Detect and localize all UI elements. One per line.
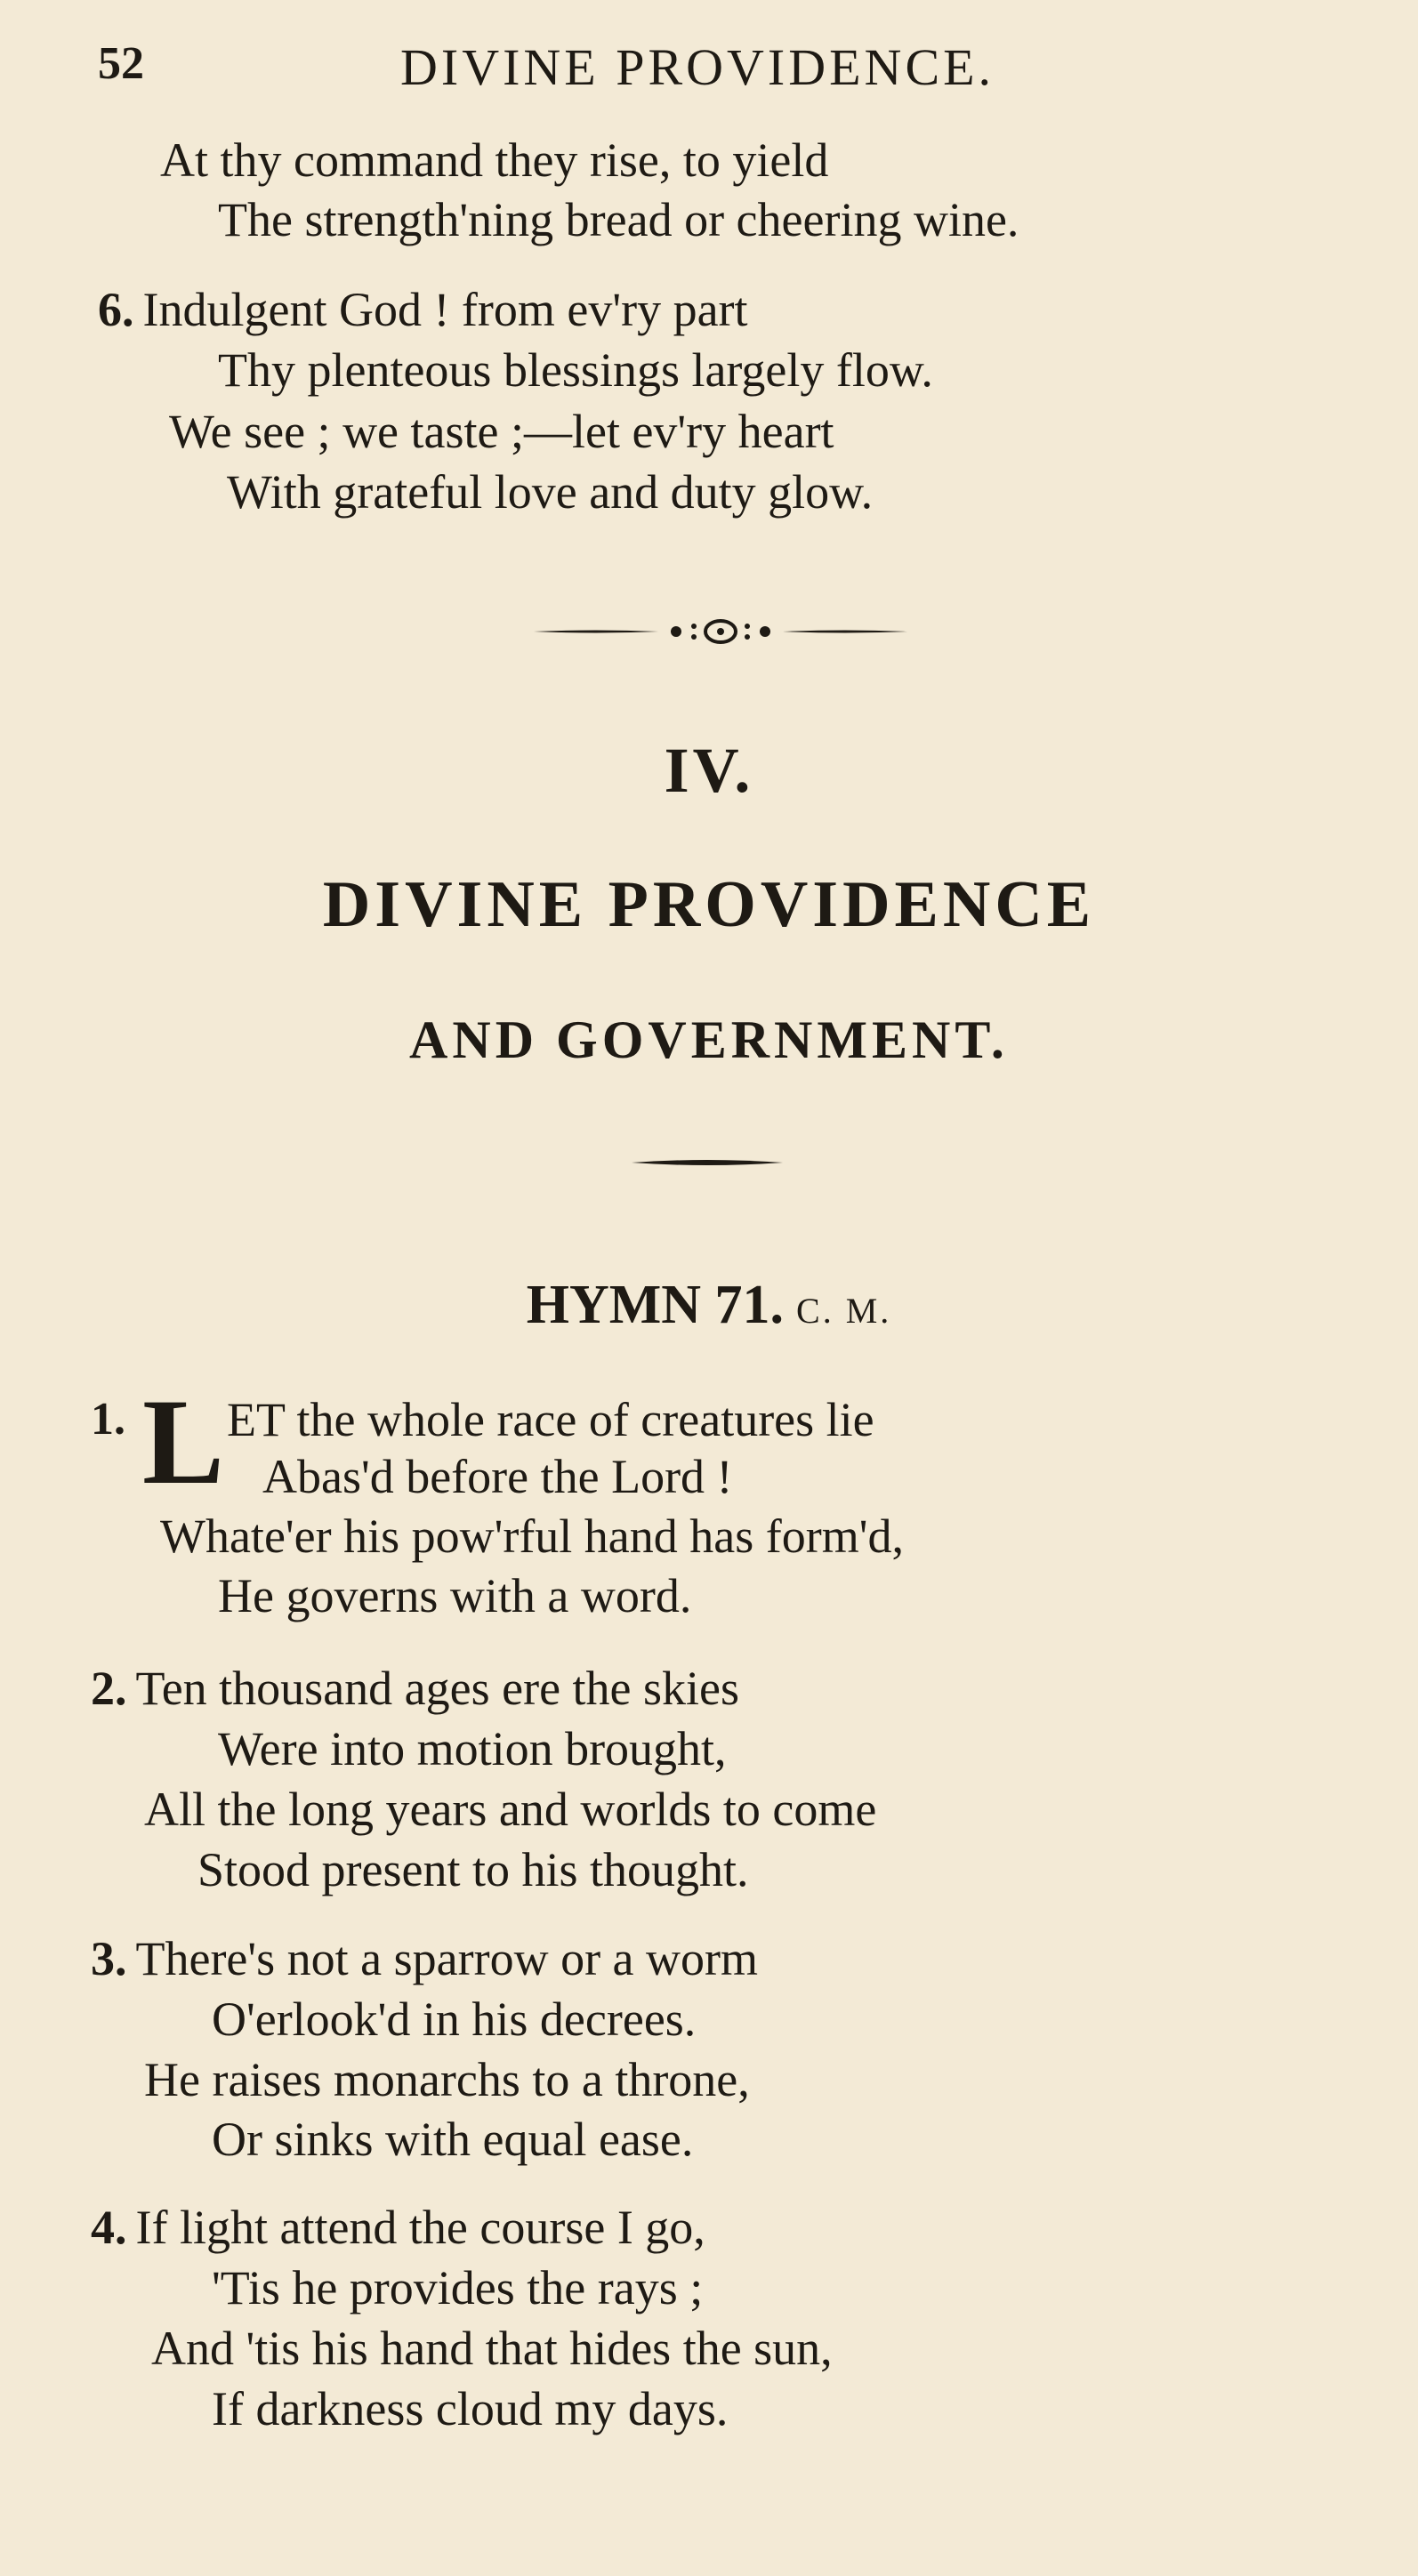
ornamental-divider xyxy=(534,616,907,648)
hymn-text: There's not a sparrow or a worm xyxy=(135,1932,758,1985)
verse-line: With grateful love and duty glow. xyxy=(227,465,874,519)
stanza-number: 4. xyxy=(91,2201,127,2254)
hymn-line: Stood present to his thought. xyxy=(197,1843,749,1896)
page-number: 52 xyxy=(98,38,144,89)
hymn-line: He governs with a word. xyxy=(218,1569,692,1622)
verse-number: 6. xyxy=(98,283,134,336)
hymn-line: O'erlook'd in his decrees. xyxy=(212,1992,697,2046)
drop-cap: L xyxy=(142,1373,225,1509)
verse-line: Thy plenteous blessings largely flow. xyxy=(218,343,933,397)
hymn-line xyxy=(91,1932,758,1985)
section-title: DIVINE PROVIDENCE xyxy=(322,868,1096,941)
hymn-line: Or sinks with equal ease. xyxy=(212,2113,694,2166)
hymn-line xyxy=(91,2201,705,2254)
hymn-title: HYMN 71. xyxy=(526,1275,785,1335)
hymn-text: If light attend the course I go, xyxy=(135,2201,705,2254)
continued-line: The strength'ning bread or cheering wine. xyxy=(218,193,1019,246)
short-rule xyxy=(632,1156,783,1169)
hymn-text: Ten thousand ages ere the skies xyxy=(135,1662,740,1715)
hymn-line xyxy=(91,1662,739,1715)
hymn-line: 'Tis he provides the rays ; xyxy=(212,2261,704,2314)
hymn-line: All the long years and worlds to come xyxy=(144,1783,877,1836)
section-numeral: IV. xyxy=(664,735,754,806)
hymn-heading xyxy=(0,1274,1418,1337)
verse-line: We see ; we taste ;—let ev'ry heart xyxy=(169,405,834,458)
stanza-number: 2. xyxy=(91,1662,127,1715)
continued-line: At thy command they rise, to yield xyxy=(160,133,829,187)
verse-line xyxy=(98,283,748,336)
hymn-line: Whate'er his pow'rful hand has form'd, xyxy=(160,1509,904,1563)
hymn-line: If darkness cloud my days. xyxy=(212,2382,729,2435)
verse-text: Indulgent God ! from ev'ry part xyxy=(142,283,748,336)
section-subtitle: AND GOVERNMENT. xyxy=(409,1010,1009,1069)
hymn-line: Abas'd before the Lord ! xyxy=(262,1450,733,1503)
hymn-line: He raises monarchs to a throne, xyxy=(144,2053,750,2106)
hymn-line: And 'tis his hand that hides the sun, xyxy=(151,2322,833,2375)
hymn-line: Were into motion brought, xyxy=(218,1722,727,1775)
hymn-meter: C. M. xyxy=(796,1291,892,1331)
running-title: DIVINE PROVIDENCE. xyxy=(400,38,995,96)
running-head xyxy=(98,37,1254,100)
hymn-line: ET the whole race of creatures lie xyxy=(227,1393,874,1446)
stanza-number: 1. xyxy=(91,1394,125,1445)
stanza-number: 3. xyxy=(91,1932,127,1985)
